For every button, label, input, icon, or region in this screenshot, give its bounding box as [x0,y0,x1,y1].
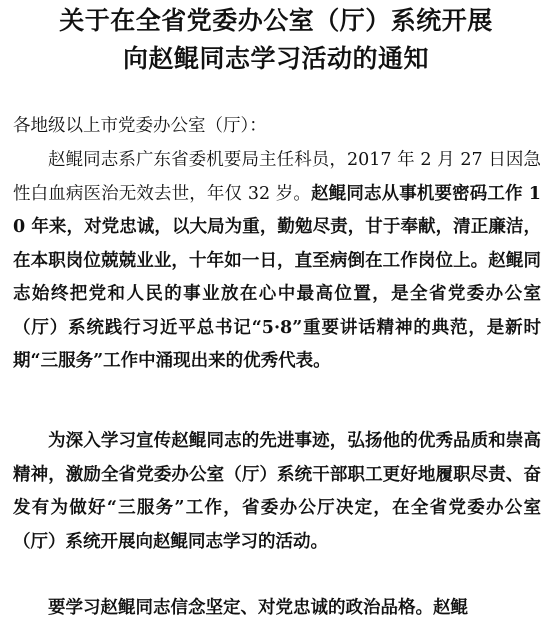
paragraph-1 [13,144,541,379]
paragraph-2 [13,425,541,559]
notice-title-line-1: 关于在全省党委办公室（厅）系统开展 [59,6,493,35]
paragraph-3 [13,592,541,626]
paragraph-1-intro: 赵鲲同志系广东省委机要局主任科员，2017 年 2 月 27 日因急性白血病医治无效去世，年仅 32 岁。 [13,150,541,204]
salutation: 各地级以上市党委办公室（厅）： [13,116,267,136]
paragraph-3-text: 要学习赵鲲同志信念坚定、对党忠诚的政治品格。赵鲲 [48,598,468,618]
notice-title-line-2: 向赵鲲同志学习活动的通知 [122,44,429,73]
paragraph-1-bold-text: 赵鲲同志从事机要密码工作 10 年来，对党忠诚，以大局为重，勤勉尽责，甘于奉献，清正廉洁，在本职岗位兢兢业业，十年如一日，直至病倒在工作岗位上。赵鲲同志始终把党和人民的事业放在心中最高位置，是全省党委办公室（厅）系统践行习近平总书记“5·8”重要讲话精神的典范，是新时期“三服务”工作中涌现出来的优秀代表。 [13,183,541,371]
paragraph-2-text: 为深入学习宣传赵鲲同志的先进事迹，弘扬他的优秀品质和崇高精神，激励全省党委办公室（厅）系统干部职工更好地履职尽责、奋发有为做好“三服务”工作，省委办公厅决定，在全省党委办公室（厅）系统开展向赵鲲同志学习的活动。 [13,431,541,552]
